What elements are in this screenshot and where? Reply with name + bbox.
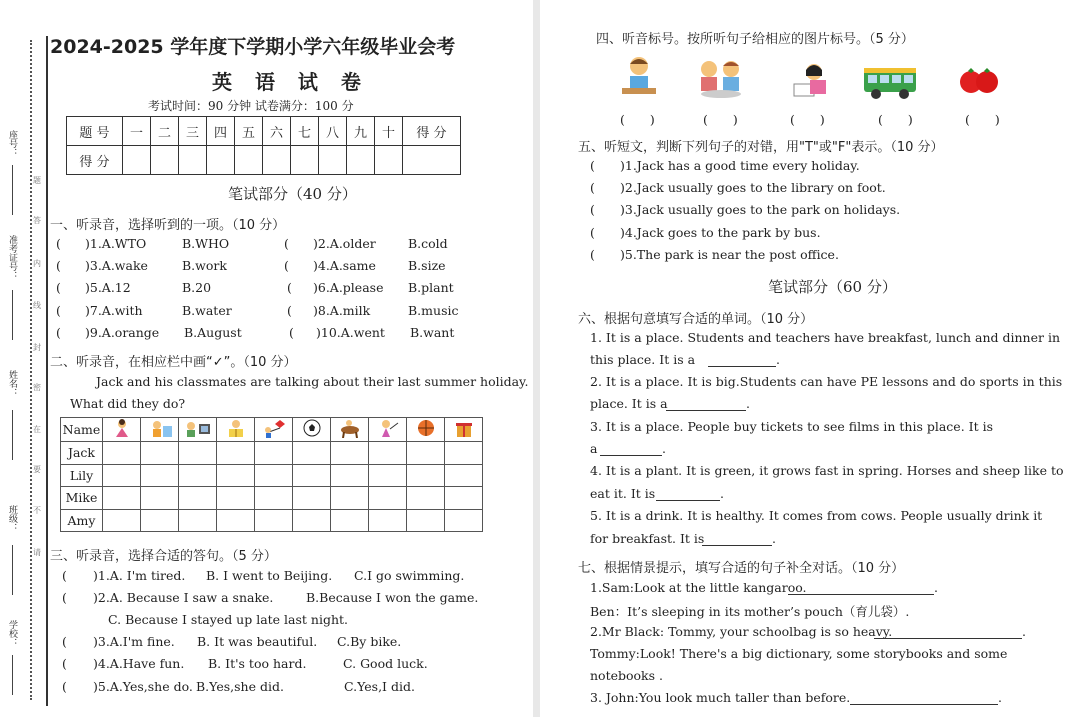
score-table-score-row bbox=[67, 146, 461, 175]
picture-answer-bracket[interactable]: ( ) bbox=[790, 112, 825, 127]
picture-answer-bracket[interactable]: ( ) bbox=[703, 112, 738, 127]
sentence-line: eat it. It is bbox=[590, 486, 656, 501]
tf-statement: )1.Jack has a good time every holiday. bbox=[620, 158, 860, 173]
tick-cell[interactable] bbox=[179, 442, 217, 465]
exam-info: 考试时间：90 分钟 试卷满分：100 分 bbox=[148, 99, 354, 113]
tomato-picture bbox=[958, 64, 1000, 96]
side-glyph: 封 bbox=[33, 343, 41, 352]
bus-picture bbox=[862, 64, 918, 100]
side-glyph: 内 bbox=[33, 259, 41, 268]
tick-cell[interactable] bbox=[293, 509, 331, 532]
score-cell: 八 bbox=[319, 117, 347, 146]
section-6-title: 六、根据句意填写合适的单词。（10 分） bbox=[578, 312, 814, 327]
option-a: )7.A.with bbox=[85, 303, 143, 318]
option-b: B.want bbox=[410, 325, 455, 340]
score-input-cell[interactable] bbox=[319, 146, 347, 175]
sentence-line: this place. It is a bbox=[590, 352, 696, 367]
answer-bracket[interactable]: ( bbox=[56, 325, 61, 340]
grid-picture-cell bbox=[445, 418, 483, 442]
tf-bracket[interactable]: ( bbox=[590, 225, 595, 240]
score-input-cell[interactable] bbox=[123, 146, 151, 175]
option-b: B. I went to Beijing. bbox=[206, 568, 333, 583]
tick-cell[interactable] bbox=[445, 509, 483, 532]
answer-bracket[interactable]: ( bbox=[284, 236, 289, 251]
score-input-cell[interactable] bbox=[403, 146, 461, 175]
tf-bracket[interactable]: ( bbox=[590, 158, 595, 173]
tick-cell[interactable] bbox=[407, 442, 445, 465]
section-2-question: What did they do? bbox=[70, 396, 186, 411]
tick-cell[interactable] bbox=[331, 464, 369, 487]
tick-cell[interactable] bbox=[217, 464, 255, 487]
score-input-cell[interactable] bbox=[179, 146, 207, 175]
reading-boy-picture bbox=[222, 418, 250, 438]
tick-cell[interactable] bbox=[141, 487, 179, 510]
score-input-cell[interactable] bbox=[347, 146, 375, 175]
option-b: B.Because I won the game. bbox=[306, 590, 479, 605]
answer-bracket[interactable]: ( bbox=[289, 325, 294, 340]
tick-cell[interactable] bbox=[293, 464, 331, 487]
grid-picture-cell bbox=[369, 418, 407, 442]
grid-row-name: Mike bbox=[61, 487, 103, 510]
score-input-cell[interactable] bbox=[375, 146, 403, 175]
side-glyph: 请 bbox=[33, 548, 41, 557]
answer-blank[interactable] bbox=[788, 580, 934, 595]
answer-bracket[interactable]: ( bbox=[62, 656, 67, 671]
side-glyph: 密 bbox=[33, 383, 41, 392]
score-table-header-row bbox=[67, 117, 461, 146]
section-7-title: 七、根据情景提示，填写合适的句子补全对话。（10 分） bbox=[578, 561, 905, 576]
answer-blank[interactable] bbox=[702, 531, 772, 546]
answer-bracket[interactable]: ( bbox=[56, 236, 61, 251]
section-5-title: 五、听短文，判断下列句子的对错，用"T"或"F"表示。（10 分） bbox=[578, 140, 944, 155]
answer-blank[interactable] bbox=[656, 486, 720, 501]
tick-cell[interactable] bbox=[255, 442, 293, 465]
exam-title: 2024-2025 学年度下学期小学六年级毕业会考 bbox=[50, 36, 456, 58]
answer-bracket[interactable]: ( bbox=[62, 568, 67, 583]
part-title-written-2: 笔试部分（60 分） bbox=[768, 278, 897, 296]
tick-cell[interactable] bbox=[407, 509, 445, 532]
grid-picture-cell bbox=[407, 418, 445, 442]
score-input-cell[interactable] bbox=[263, 146, 291, 175]
score-table bbox=[66, 116, 461, 175]
option-a: )5.A.12 bbox=[85, 280, 131, 295]
grid-row-name: Lily bbox=[61, 464, 103, 487]
side-label-school: 学校： bbox=[7, 620, 17, 647]
boy-eating-picture bbox=[616, 54, 662, 98]
tick-cell[interactable] bbox=[255, 509, 293, 532]
dialogue-line: notebooks . bbox=[590, 668, 663, 683]
score-cell: 题 号 bbox=[67, 117, 123, 146]
answer-bracket[interactable]: ( bbox=[62, 679, 67, 694]
option-c: C. Good luck. bbox=[343, 656, 428, 671]
tick-cell[interactable] bbox=[179, 464, 217, 487]
tick-cell[interactable] bbox=[293, 442, 331, 465]
side-line bbox=[12, 545, 13, 595]
left-page bbox=[0, 0, 533, 717]
tick-cell[interactable] bbox=[331, 487, 369, 510]
option-b: B.Yes,she did. bbox=[196, 679, 284, 694]
tick-cell[interactable] bbox=[103, 509, 141, 532]
side-label-name: 姓名： bbox=[7, 370, 17, 397]
grid-picture-cell bbox=[217, 418, 255, 442]
answer-bracket[interactable]: ( bbox=[287, 303, 292, 318]
tick-cell[interactable] bbox=[217, 487, 255, 510]
tick-cell[interactable] bbox=[445, 442, 483, 465]
grid-row bbox=[61, 487, 483, 510]
grid-header-name: Name bbox=[61, 418, 103, 442]
activity-grid bbox=[60, 417, 483, 532]
tick-cell[interactable] bbox=[141, 509, 179, 532]
option-b: B. It's too hard. bbox=[208, 656, 307, 671]
answer-bracket[interactable]: ( bbox=[284, 258, 289, 273]
tf-statement: )2.Jack usually goes to the library on foot. bbox=[620, 180, 886, 195]
score-cell: 七 bbox=[291, 117, 319, 146]
sentence-line: 5. It is a drink. It is healthy. It comes from cows. People usually drink it bbox=[590, 508, 1043, 523]
tick-cell[interactable] bbox=[293, 487, 331, 510]
score-input-cell[interactable] bbox=[151, 146, 179, 175]
exam-subtitle: 英 语 试 卷 bbox=[212, 70, 369, 94]
side-label-class: 班级： bbox=[7, 505, 17, 532]
tf-bracket[interactable]: ( bbox=[590, 180, 595, 195]
tick-cell[interactable] bbox=[331, 442, 369, 465]
grid-picture-cell bbox=[103, 418, 141, 442]
period: . bbox=[662, 441, 666, 456]
section-2-intro: Jack and his classmates are talking about their last summer holiday. bbox=[96, 374, 529, 389]
tick-cell[interactable] bbox=[255, 464, 293, 487]
option-c: C.By bike. bbox=[337, 634, 402, 649]
drawing-girl-picture bbox=[146, 418, 174, 438]
sentence-line: 1. It is a place. Students and teachers have breakfast, lunch and dinner in bbox=[590, 330, 1061, 345]
answer-bracket[interactable]: ( bbox=[56, 280, 61, 295]
grid-picture-cell bbox=[331, 418, 369, 442]
side-label-seat: 座号： bbox=[7, 130, 17, 157]
answer-blank[interactable] bbox=[600, 441, 662, 456]
grid-row bbox=[61, 464, 483, 487]
score-cell: 得 分 bbox=[67, 146, 123, 175]
option-a: )3.A.I'm fine. bbox=[93, 634, 175, 649]
tick-cell[interactable] bbox=[407, 487, 445, 510]
sentence-line: 2. It is a place. It is big.Students can have PE lessons and do sports in this bbox=[590, 374, 1063, 389]
dialogue-line: 1.Sam:Look at the little kangaroo. bbox=[590, 580, 807, 595]
tick-cell[interactable] bbox=[141, 442, 179, 465]
section-1-title: 一、听录音，选择听到的一项。（10 分） bbox=[50, 218, 286, 233]
answer-blank[interactable] bbox=[850, 690, 998, 705]
option-b: B.water bbox=[182, 303, 232, 318]
sentence-line: place. It is a bbox=[590, 396, 668, 411]
girl-reading-picture bbox=[790, 60, 832, 100]
side-glyph: 在 bbox=[33, 425, 41, 434]
option-b: B.size bbox=[408, 258, 446, 273]
option-c: C.I go swimming. bbox=[354, 568, 465, 583]
side-glyph: 题 bbox=[33, 176, 41, 185]
section-2-title: 二、听录音，在相应栏中画“✓”。（10 分） bbox=[50, 355, 297, 370]
period: . bbox=[776, 352, 780, 367]
option-a: )10.A.went bbox=[316, 325, 385, 340]
score-cell: 三 bbox=[179, 117, 207, 146]
score-cell: 十 bbox=[375, 117, 403, 146]
option-b: B.WHO bbox=[182, 236, 230, 251]
answer-blank[interactable] bbox=[666, 396, 746, 411]
option-a: )2.A. Because I saw a snake. bbox=[93, 590, 274, 605]
score-cell: 四 bbox=[207, 117, 235, 146]
score-cell: 五 bbox=[235, 117, 263, 146]
grid-picture-cell bbox=[255, 418, 293, 442]
score-input-cell[interactable] bbox=[291, 146, 319, 175]
answer-bracket[interactable]: ( bbox=[287, 280, 292, 295]
tick-cell[interactable] bbox=[369, 509, 407, 532]
side-glyph: 线 bbox=[33, 301, 41, 310]
tf-bracket[interactable]: ( bbox=[590, 202, 595, 217]
period: . bbox=[746, 396, 750, 411]
period: . bbox=[934, 580, 938, 595]
tick-cell[interactable] bbox=[103, 442, 141, 465]
score-cell: 九 bbox=[347, 117, 375, 146]
score-input-cell[interactable] bbox=[235, 146, 263, 175]
part-title-written: 笔试部分（40 分） bbox=[228, 185, 357, 203]
period: . bbox=[772, 531, 776, 546]
option-b: B.cold bbox=[408, 236, 448, 251]
family-picture bbox=[695, 58, 747, 100]
grid-row bbox=[61, 442, 483, 465]
binding-solid-line bbox=[46, 36, 48, 706]
sentence-line: for breakfast. It is bbox=[590, 531, 705, 546]
sentence-line: 3. It is a place. People buy tickets to see films in this place. It is bbox=[590, 419, 993, 434]
grid-row bbox=[61, 509, 483, 532]
tick-cell[interactable] bbox=[331, 509, 369, 532]
grid-header-row bbox=[61, 418, 483, 442]
picture-answer-bracket[interactable]: ( ) bbox=[965, 112, 1000, 127]
option-a: )2.A.older bbox=[313, 236, 376, 251]
option-a: )8.A.milk bbox=[313, 303, 371, 318]
tick-cell[interactable] bbox=[445, 464, 483, 487]
tick-cell[interactable] bbox=[103, 464, 141, 487]
tick-cell[interactable] bbox=[179, 487, 217, 510]
tick-cell[interactable] bbox=[445, 487, 483, 510]
option-b: B.music bbox=[408, 303, 459, 318]
tick-cell[interactable] bbox=[369, 464, 407, 487]
answer-blank[interactable] bbox=[874, 624, 1022, 639]
option-b: B.work bbox=[182, 258, 227, 273]
side-line bbox=[12, 290, 13, 340]
playing-girl-picture bbox=[374, 418, 402, 438]
side-glyph: 要 bbox=[33, 465, 41, 474]
dialogue-line: 2.Mr Black: Tommy, your schoolbag is so heavy. bbox=[590, 624, 893, 639]
answer-bracket[interactable]: ( bbox=[56, 303, 61, 318]
football-picture bbox=[298, 418, 326, 438]
answer-bracket[interactable]: ( bbox=[56, 258, 61, 273]
section-3-title: 三、听录音，选择合适的答句。（5 分） bbox=[50, 549, 277, 564]
side-line bbox=[12, 655, 13, 695]
side-glyph: 不 bbox=[33, 506, 41, 515]
tick-cell[interactable] bbox=[217, 509, 255, 532]
grid-picture-cell bbox=[293, 418, 331, 442]
option-a: )5.A.Yes,she do. bbox=[93, 679, 193, 694]
tick-cell[interactable] bbox=[369, 487, 407, 510]
picture-answer-bracket[interactable]: ( ) bbox=[620, 112, 655, 127]
picture-answer-bracket[interactable]: ( ) bbox=[878, 112, 913, 127]
option-a: )1.A. I'm tired. bbox=[93, 568, 186, 583]
score-input-cell[interactable] bbox=[207, 146, 235, 175]
option-c: C. Because I stayed up late last night. bbox=[108, 612, 349, 627]
dialogue-line: Tommy:Look! There's a big dictionary, some storybooks and some bbox=[590, 646, 1008, 661]
sentence-line: 4. It is a plant. It is green, it grows fast in spring. Horses and sheep like to bbox=[590, 463, 1064, 478]
side-label-exam-no: 准考证号： bbox=[7, 235, 17, 280]
grid-row-name: Jack bbox=[61, 442, 103, 465]
flying-kite-picture bbox=[260, 418, 288, 438]
option-b: B.August bbox=[184, 325, 242, 340]
answer-bracket[interactable]: ( bbox=[62, 634, 67, 649]
grid-row-name: Amy bbox=[61, 509, 103, 532]
option-b: B. It was beautiful. bbox=[197, 634, 318, 649]
dialogue-line: Ben：It’s sleeping in its mother’s pouch（育儿袋）. bbox=[590, 604, 910, 619]
score-cell: 二 bbox=[151, 117, 179, 146]
score-cell: 六 bbox=[263, 117, 291, 146]
option-a: )4.A.Have fun. bbox=[93, 656, 185, 671]
option-a: )3.A.wake bbox=[85, 258, 148, 273]
answer-bracket[interactable]: ( bbox=[62, 590, 67, 605]
score-cell: 一 bbox=[123, 117, 151, 146]
score-cell: 得 分 bbox=[403, 117, 461, 146]
tick-cell[interactable] bbox=[141, 464, 179, 487]
tick-cell[interactable] bbox=[255, 487, 293, 510]
binding-dotted-line bbox=[30, 40, 32, 700]
right-page bbox=[540, 0, 1080, 717]
tick-cell[interactable] bbox=[103, 487, 141, 510]
tick-cell[interactable] bbox=[217, 442, 255, 465]
tf-bracket[interactable]: ( bbox=[590, 247, 595, 262]
section-4-title: 四、听音标号。按所听句子给相应的图片标号。（5 分） bbox=[596, 32, 914, 47]
option-b: B.20 bbox=[182, 280, 212, 295]
option-a: )4.A.same bbox=[313, 258, 376, 273]
option-a: )6.A.please bbox=[313, 280, 384, 295]
option-b: B.plant bbox=[408, 280, 454, 295]
period: . bbox=[998, 690, 1002, 705]
tick-cell[interactable] bbox=[179, 509, 217, 532]
gift-box-picture bbox=[450, 418, 478, 438]
side-line bbox=[12, 410, 13, 460]
period: . bbox=[720, 486, 724, 501]
option-a: )9.A.orange bbox=[85, 325, 160, 340]
tf-statement: )5.The park is near the post office. bbox=[620, 247, 839, 262]
tf-statement: )4.Jack goes to the park by bus. bbox=[620, 225, 821, 240]
side-glyph: 答 bbox=[33, 216, 41, 225]
watching-tv-picture bbox=[184, 418, 212, 438]
option-c: C.Yes,I did. bbox=[344, 679, 415, 694]
riding-horse-picture bbox=[336, 418, 364, 438]
answer-blank[interactable] bbox=[708, 352, 776, 367]
grid-picture-cell bbox=[179, 418, 217, 442]
sentence-line: a bbox=[590, 441, 598, 456]
period: . bbox=[1022, 624, 1026, 639]
side-line bbox=[12, 165, 13, 215]
tf-statement: )3.Jack usually goes to the park on holidays. bbox=[620, 202, 901, 217]
basketball-picture bbox=[412, 418, 440, 438]
grid-picture-cell bbox=[141, 418, 179, 442]
option-a: )1.A.WTO bbox=[85, 236, 147, 251]
dancing-girl-picture bbox=[108, 418, 136, 438]
tick-cell[interactable] bbox=[407, 464, 445, 487]
tick-cell[interactable] bbox=[369, 442, 407, 465]
dialogue-line: 3. John:You look much taller than before. bbox=[590, 690, 851, 705]
